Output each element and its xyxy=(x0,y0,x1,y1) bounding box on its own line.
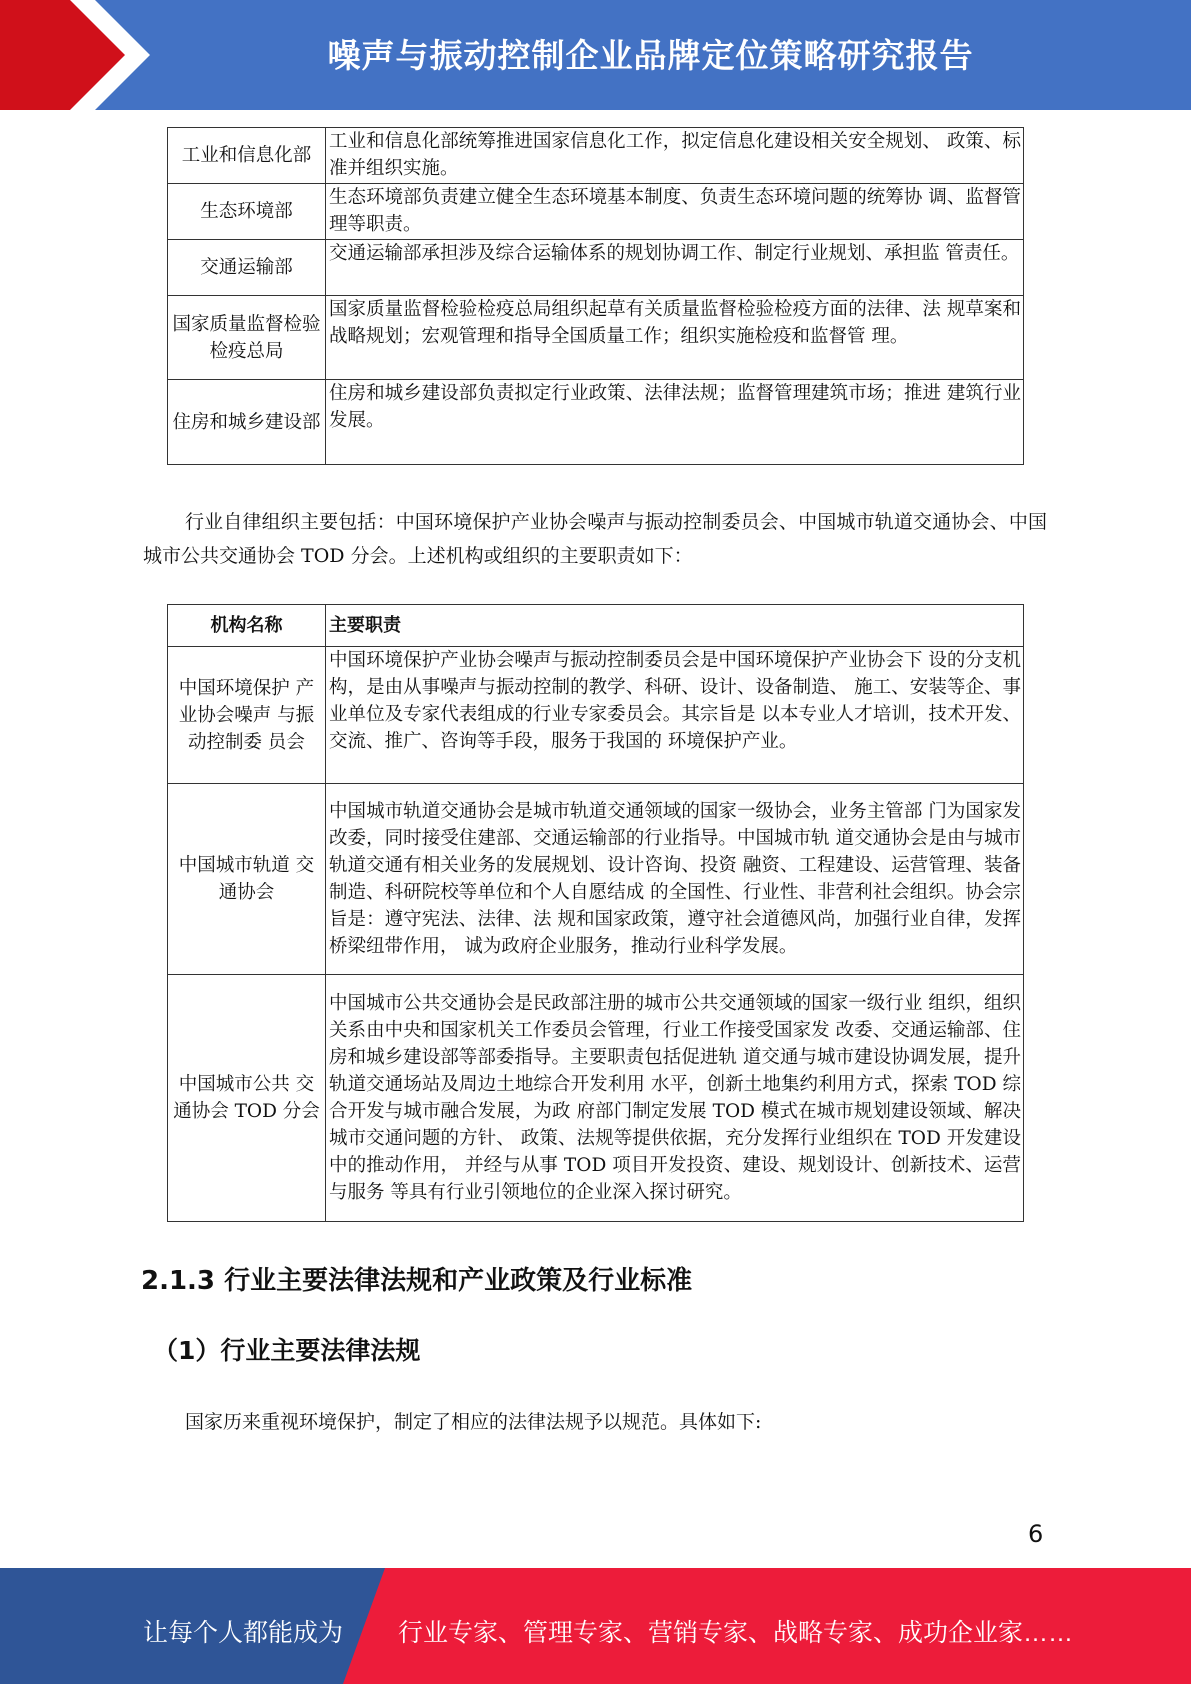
column-header-duty: 主要职责 xyxy=(326,605,1024,647)
department-name: 工业和信息化部 xyxy=(168,128,326,184)
page-number: 6 xyxy=(1028,1520,1044,1548)
page-header xyxy=(0,0,1191,110)
organization-name: 中国城市轨道 交通协会 xyxy=(168,784,326,975)
table-row xyxy=(168,380,1024,465)
table-row xyxy=(168,647,1024,784)
department-duty: 交通运输部承担涉及综合运输体系的规划协调工作、制定行业规划、承担监 管责任。 xyxy=(326,240,1024,296)
intro-paragraph: 行业自律组织主要包括：中国环境保护产业协会噪声与振动控制委员会、中国城市轨道交通协会、中国城市公共交通协会 TOD 分会。上述机构或组织的主要职责如下： xyxy=(143,511,1047,567)
table-row xyxy=(168,184,1024,240)
department-name: 住房和城乡建设部 xyxy=(168,380,326,465)
section-heading: 2.1.3 行业主要法律法规和产业政策及行业标准 xyxy=(141,1266,693,1296)
organization-duty: 中国城市公共交通协会是民政部注册的城市公共交通领域的国家一级行业 组织，组织关系由中央和国家机关工作委员会管理，行业工作接受国家发 改委、交通运输部、住房和城乡建设部等部委指导。主要职责包括促进轨 道交通与城市建设协调发展，提升轨道交通场站及周边土地综合开发利用 水平，创新土地集约利用方式，探索 TOD 综合开发与城市融合发展，为政 府部门制定发展 TOD 模式在城市规划建设领域、解决城市交通问题的方针、 政策、法规等提供依据，充分发挥行业组织在 TOD 开发建设中的推动作用， 并经与从事 TOD 项目开发投资、建设、规划设计、创新技术、运营与服务 等具有行业引领地位的企业深入探讨研究。 xyxy=(326,975,1024,1222)
department-name: 国家质量监督检验检疫总局 xyxy=(168,296,326,380)
organization-name: 中国城市公共 交通协会 TOD 分会 xyxy=(168,975,326,1222)
table-row xyxy=(168,296,1024,380)
organization-duty: 中国城市轨道交通协会是城市轨道交通领域的国家一级协会，业务主管部 门为国家发改委，同时接受住建部、交通运输部的行业指导。中国城市轨 道交通协会是由与城市轨道交通有相关业务的发展规划、设计咨询、投资 融资、工程建设、运营管理、装备制造、科研院校等单位和个人自愿结成 的全国性、行业性、非营利社会组织。协会宗旨是：遵守宪法、法律、法 规和国家政策，遵守社会道德风尚，加强行业自律，发挥桥梁纽带作用， 诚为政府企业服务，推动行业科学发展。 xyxy=(326,784,1024,975)
footer-slogan-left: 让每个人都能成为 xyxy=(143,1619,344,1647)
organization-name: 中国环境保护 产业协会噪声 与振动控制委 员会 xyxy=(168,647,326,784)
table-row xyxy=(168,975,1024,1222)
organization-table xyxy=(167,604,1024,1222)
table-row xyxy=(168,240,1024,296)
department-duty: 生态环境部负责建立健全生态环境基本制度、负责生态环境问题的统筹协 调、监督管理等职责。 xyxy=(326,184,1024,240)
report-title: 噪声与振动控制企业品牌定位策略研究报告 xyxy=(327,36,974,75)
department-table xyxy=(167,127,1024,465)
column-header-name: 机构名称 xyxy=(168,605,326,647)
table-row xyxy=(168,784,1024,975)
department-name: 交通运输部 xyxy=(168,240,326,296)
closing-paragraph: 国家历来重视环境保护，制定了相应的法律法规予以规范。具体如下: xyxy=(185,1411,762,1433)
department-duty: 工业和信息化部统筹推进国家信息化工作，拟定信息化建设相关安全规划、 政策、标准并组织实施。 xyxy=(326,128,1024,184)
table-row xyxy=(168,128,1024,184)
subsection-heading: （1）行业主要法律法规 xyxy=(153,1336,421,1365)
department-name: 生态环境部 xyxy=(168,184,326,240)
department-duty: 国家质量监督检验检疫总局组织起草有关质量监督检验检疫方面的法律、法 规草案和战略规划；宏观管理和指导全国质量工作；组织实施检疫和监督管 理。 xyxy=(326,296,1024,380)
organization-duty: 中国环境保护产业协会噪声与振动控制委员会是中国环境保护产业协会下 设的分支机构，是由从事噪声与振动控制的教学、科研、设计、设备制造、 施工、安装等企、事业单位及专家代表组成的行业专家委员会。其宗旨是 以本专业人才培训，技术开发、交流、推广、咨询等手段，服务于我国的 环境保护产业。 xyxy=(326,647,1024,784)
footer-slogan-right: 行业专家、管理专家、营销专家、战略专家、成功企业家…… xyxy=(398,1619,1074,1647)
department-duty: 住房和城乡建设部负责拟定行业政策、法律法规；监督管理建筑市场；推进 建筑行业发展。 xyxy=(326,380,1024,465)
page-footer xyxy=(0,1568,1191,1684)
table-header-row xyxy=(168,605,1024,647)
